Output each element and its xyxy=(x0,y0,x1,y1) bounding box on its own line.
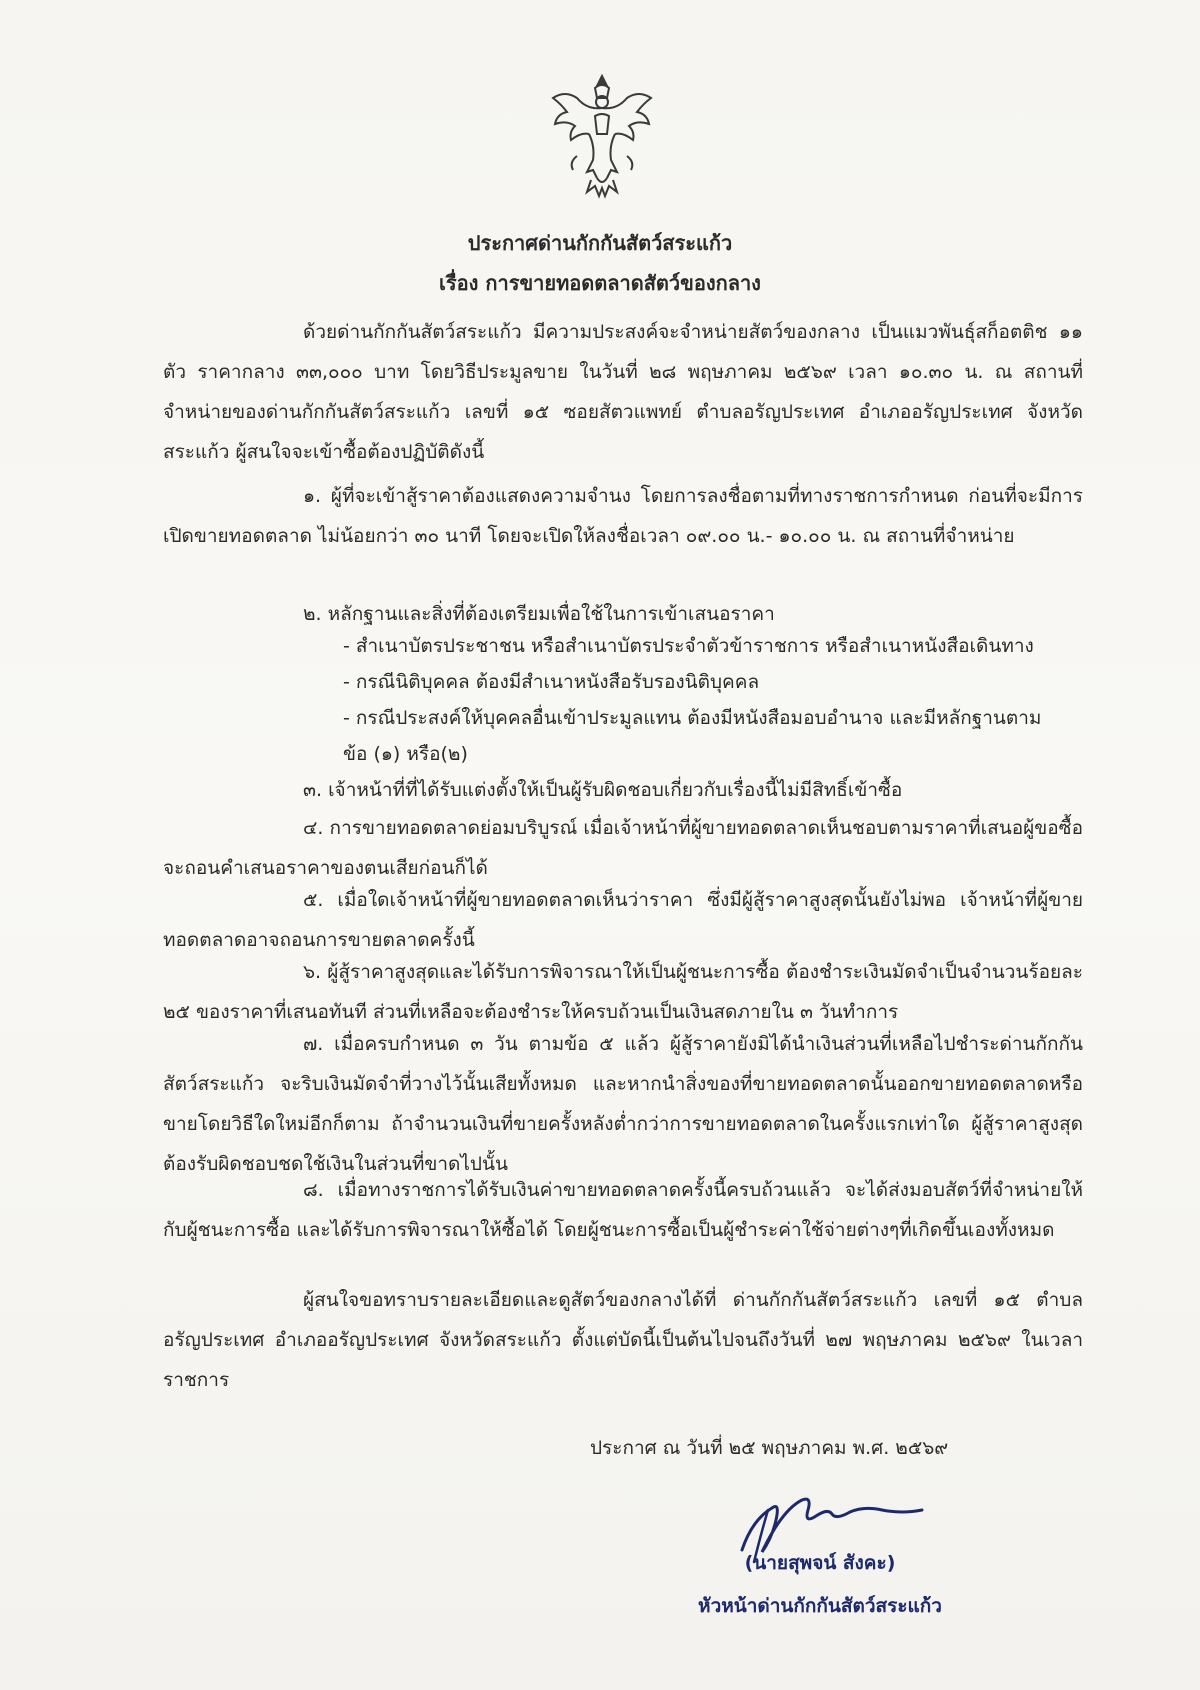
clause-5: ๕. เมื่อใดเจ้าหน้าที่ผู้ขายทอดตลาดเห็นว่าราคา ซึ่งมีผู้สู้ราคาสูงสุดนั้นยังไม่พอ เจ้าหน้าที่ผู้ขายทอดตลาดอาจถอนการขายตลาดครั้งนี้ xyxy=(163,889,1083,951)
clause-3: ๓. เจ้าหน้าที่ที่ได้รับแต่งตั้งให้เป็นผู้รับผิดชอบเกี่ยวกับเรื่องนี้ไม่มีสิทธิ์เข้าซื้อ xyxy=(303,779,903,801)
signer-name: (นายสุพจน์ สังคะ) xyxy=(744,1552,896,1574)
announcement-dateline: ประกาศ ณ วันที่ ๒๕ พฤษภาคม พ.ศ. ๒๕๖๙ xyxy=(590,1437,949,1459)
clause-2-item-c: - กรณีประสงค์ให้บุคคลอื่นเข้าประมูลแทน ต้องมีหนังสือมอบอำนาจ และมีหลักฐานตาม xyxy=(343,707,1042,729)
signer-position: หัวหน้าด่านกักกันสัตว์สระแก้ว xyxy=(698,1595,942,1617)
clause-8: ๘. เมื่อทางราชการได้รับเงินค่าขายทอดตลาดครั้งนี้ครบถ้วนแล้ว จะได้ส่งมอบสัตว์ที่จำหน่ายให้กับผู้ชนะการซื้อ และได้รับการพิจารณาให้ซื้อได้ โดยผู้ชนะการซื้อเป็นผู้ชำระค่าใช้จ่ายต่างๆที่เกิดขึ้นเองทั้งหมด xyxy=(163,1179,1083,1241)
clause-1: ๑. ผู้ที่จะเข้าสู้ราคาต้องแสดงความจำนง โดยการลงชื่อตามที่ทางราชการกำหนด ก่อนที่จะมีการเปิดขายทอดตลาด ไม่น้อยกว่า ๓๐ นาที โดยจะเปิดให้ลงชื่อเวลา ๐๙.๐๐ น.- ๑๐.๐๐ น. ณ สถานที่จำหน่าย xyxy=(163,485,1083,547)
clause-2: ๒. หลักฐานและสิ่งที่ต้องเตรียมเพื่อใช้ในการเข้าเสนอราคา xyxy=(303,603,775,625)
intro-paragraph: ด้วยด่านกักกันสัตว์สระแก้ว มีความประสงค์จะจำหน่ายสัตว์ของกลาง เป็นแมวพันธุ์สก็อตติช ๑๑ ตัว ราคากลาง ๓๓,๐๐๐ บาท โดยวิธีประมูลขาย ในวันที่ ๒๘ พฤษภาคม ๒๕๖๙ เวลา ๑๐.๓๐ น. ณ สถานที่จำหน่ายของด่านกักกันสัตว์สระแก้ว เลขที่ ๑๕ ซอยสัตวแพทย์ ตำบลอรัญประเทศ อำเภออรัญประเทศ จังหวัดสระแก้ว ผู้สนใจจะเข้าซื้อต้องปฏิบัติดังนี้ xyxy=(163,321,1083,463)
closing-paragraph: ผู้สนใจขอทราบรายละเอียดและดูสัตว์ของกลางได้ที่ ด่านกักกันสัตว์สระแก้ว เลขที่ ๑๕ ตำบลอรัญประเทศ อำเภออรัญประเทศ จังหวัดสระแก้ว ตั้งแต่บัดนี้เป็นต้นไปจนถึงวันที่ ๒๗ พฤษภาคม ๒๕๖๙ ในเวลาราชการ xyxy=(163,1289,1084,1391)
clause-2-item-c-cont: ข้อ (๑) หรือ(๒) xyxy=(343,743,468,765)
garuda-emblem-icon xyxy=(547,68,657,208)
clause-4: ๔. การขายทอดตลาดย่อมบริบูรณ์ เมื่อเจ้าหน้าที่ผู้ขายทอดตลาดเห็นชอบตามราคาที่เสนอผู้ขอซื้อจะถอนคำเสนอราคาของตนเสียก่อนก็ได้ xyxy=(163,817,1083,879)
clause-7: ๗. เมื่อครบกำหนด ๓ วัน ตามข้อ ๕ แล้ว ผู้สู้ราคายังมิได้นำเงินส่วนที่เหลือไปชำระด่านกักกันสัตว์สระแก้ว จะริบเงินมัดจำที่วางไว้นั้นเสียทั้งหมด และหากนำสิ่งของที่ขายทอดตลาดนั้นออกขายทอดตลาดหรือขายโดยวิธีใดใหม่อีกก็ตาม ถ้าจำนวนเงินที่ขายครั้งหลังต่ำกว่าการขายทอดตลาดในครั้งแรกเท่าใด ผู้สู้ราคาสูงสุดต้องรับผิดชอบชดใช้เงินในส่วนที่ขาดไปนั้น xyxy=(163,1033,1083,1175)
announcement-subject: เรื่อง การขายทอดตลาดสัตว์ของกลาง xyxy=(439,271,761,295)
announcement-title: ประกาศด่านกักกันสัตว์สระแก้ว xyxy=(467,231,733,255)
clause-2-item-a: - สำเนาบัตรประชาชน หรือสำเนาบัตรประจำตัวข้าราชการ หรือสำเนาหนังสือเดินทาง xyxy=(343,635,1034,657)
clause-2-item-b: - กรณีนิติบุคคล ต้องมีสำเนาหนังสือรับรองนิติบุคคล xyxy=(343,671,760,693)
clause-6: ๖. ผู้สู้ราคาสูงสุดและได้รับการพิจารณาให้เป็นผู้ชนะการซื้อ ต้องชำระเงินมัดจำเป็นจำนวนร้อยละ ๒๕ ของราคาที่เสนอทันที ส่วนที่เหลือจะต้องชำระให้ครบถ้วนเป็นเงินสดภายใน ๓ วันทำการ xyxy=(163,961,1083,1023)
